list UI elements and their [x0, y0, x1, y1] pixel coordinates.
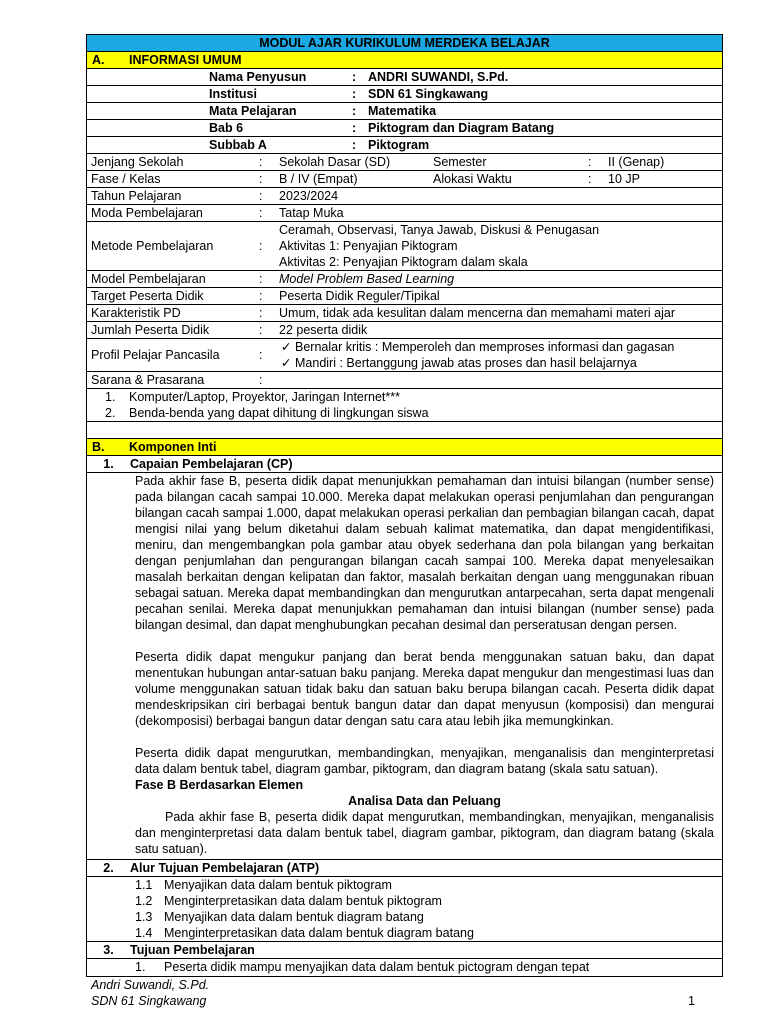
detail-value: Model Problem Based Learning	[279, 272, 455, 286]
info-label: Bab 6	[209, 121, 244, 135]
detail-row-jumlah	[87, 322, 722, 339]
detail-label: Moda Pembelajaran	[91, 206, 203, 220]
info-value: Matematika	[368, 104, 437, 118]
info-value: Piktogram	[368, 138, 430, 152]
detail-label: Model Pembelajaran	[91, 272, 206, 286]
tp-number: 3.	[103, 943, 114, 957]
list-item: 2. Benda-benda yang dapat dihitung di lingkungan siswa	[105, 406, 429, 420]
footer-author: Andri Suwandi, S.Pd.	[91, 978, 210, 992]
section-a-header	[87, 52, 722, 69]
list-item: 1.4 Menginterpretasikan data dalam bentuk diagram batang	[135, 926, 474, 940]
detail-sep: :	[259, 172, 263, 186]
section-b-title: Komponen Inti	[129, 440, 217, 454]
detail-row-tahun	[87, 188, 722, 205]
cp-number: 1.	[103, 457, 114, 471]
cp-paragraph: Peserta didik dapat mengukur panjang dan berat benda menggunakan satuan baku, dan dapat menentukan hubungan antar-satuan baku panjang. Mereka dapat mengukur dan mengestimasi luas dan volume menggunakan satuan tidak baku dan satuan baku berupa bilangan cacah. Peserta didik dapat mendeskripsikan ciri berbagai bentuk bangun datar dan dapat menyusun (komposisi) dan mengurai (dekomposisi) berbagai bangun datar dengan satu cara atau lebih jika memungkinkan.	[135, 650, 714, 728]
atp-number: 2.	[103, 861, 114, 875]
detail-row-moda	[87, 205, 722, 222]
cp-title: Capaian Pembelajaran (CP)	[130, 457, 293, 471]
detail-value: Tatap Muka	[279, 206, 344, 220]
detail-label: Metode Pembelajaran	[91, 239, 214, 253]
profil-line: Bernalar kritis : Memperoleh dan memproses informasi dan gagasan	[295, 340, 675, 354]
detail-label: Tahun Pelajaran	[91, 189, 182, 203]
tp-content	[87, 959, 722, 976]
info-value: Piktogram dan Diagram Batang	[368, 121, 555, 135]
detail-row-sarana	[87, 372, 722, 389]
page-number: 1	[688, 994, 695, 1008]
info-row-mapel	[87, 103, 722, 120]
list-item: 1. Peserta didik mampu menyajikan data dalam bentuk pictogram dengan tepat	[135, 960, 590, 974]
detail-sep-2: :	[588, 155, 592, 169]
sarana-list	[87, 389, 722, 422]
section-a-letter: A.	[92, 53, 105, 67]
checkmark-icon: ✓	[281, 356, 292, 370]
atp-title: Alur Tujuan Pembelajaran (ATP)	[130, 861, 320, 875]
list-item: 1.3 Menyajikan data dalam bentuk diagram batang	[135, 910, 424, 924]
detail-value: Sekolah Dasar (SD)	[279, 155, 391, 169]
info-sep: :	[352, 87, 357, 101]
tp-title: Tujuan Pembelajaran	[130, 943, 255, 957]
info-value: ANDRI SUWANDI, S.Pd.	[368, 70, 509, 84]
detail-value: 22 peserta didik	[279, 323, 368, 337]
tp-header	[87, 942, 722, 959]
atp-header	[87, 860, 722, 877]
cp-content	[87, 473, 722, 860]
detail-label: Karakteristik PD	[91, 306, 181, 320]
detail-label: Sarana & Prasarana	[91, 373, 205, 387]
detail-row-profil	[87, 339, 722, 372]
metode-line: Aktivitas 2: Penyajian Piktogram dalam skala	[279, 255, 528, 269]
info-row-bab	[87, 120, 722, 137]
detail-label: Profil Pelajar Pancasila	[91, 348, 220, 362]
cp-header	[87, 456, 722, 473]
detail-label: Fase / Kelas	[91, 172, 161, 186]
footer-school: SDN 61 Singkawang	[91, 994, 207, 1008]
module-document	[86, 34, 723, 977]
metode-line: Aktivitas 1: Penyajian Piktogram	[279, 239, 458, 253]
document-title-bar	[87, 35, 722, 52]
cp-paragraph: Pada akhir fase B, peserta didik dapat menunjukkan pemahaman dan intuisi bilangan (number sense) pada bilangan cacah sampai 10.000. Mereka dapat melakukan operasi penjumlahan dan pengurangan bilangan cacah sampai 1.000, dapat melakukan operasi perkalian dan pembagian bilangan cacah, dapat mengisi nilai yang belum diketahui dalam sebuah kalimat matematika, dan dapat mengidentifikasi, meniru, dan mengembangkan pola gambar atau obyek sederhana dan pola bilangan yang berkaitan dengan penjumlahan dan pengurangan bilangan cacah sampai 100. Mereka dapat menyelesaikan masalah berkaitan dengan kelipatan dan faktor, masalah berkaitan dengan uang menggunakan ribuan sebagai satuan. Mereka dapat membandingkan dan mengurutkan antarpecahan, serta dapat mengenali pecahan senilai. Mereka dapat menunjukkan pemahaman dan intuisi bilangan (number sense) pada bilangan desimal, dan dapat menghubungkan pecahan desimal dan perseratusan dengan persen.	[135, 474, 714, 632]
detail-label: Target Peserta Didik	[91, 289, 204, 303]
detail-sep: :	[259, 373, 263, 387]
detail-row-model	[87, 271, 722, 288]
detail-row-karakteristik	[87, 305, 722, 322]
info-label: Institusi	[209, 87, 257, 101]
section-a-title: INFORMASI UMUM	[129, 53, 242, 67]
info-sep: :	[352, 121, 357, 135]
info-row-subbab	[87, 137, 722, 154]
detail-sep: :	[259, 306, 263, 320]
detail-label: Jenjang Sekolah	[91, 155, 184, 169]
detail-row-metode	[87, 222, 722, 271]
fase-title: Fase B Berdasarkan Elemen	[135, 778, 304, 792]
cp-paragraph: Pada akhir fase B, peserta didik dapat mengurutkan, membandingkan, menyajikan, menganalisis dan menginterpretasi data dalam bentuk tabel, diagram gambar, piktogram, dan diagram batang (skala satu satuan).	[135, 810, 714, 856]
detail-sep: :	[259, 155, 263, 169]
section-b-header	[87, 439, 722, 456]
detail-sep: :	[259, 289, 263, 303]
detail-row-jenjang	[87, 154, 722, 171]
detail-value: Peserta Didik Reguler/Tipikal	[279, 289, 440, 303]
list-item: 1.1 Menyajikan data dalam bentuk piktogram	[135, 878, 392, 892]
detail-label: Jumlah Peserta Didik	[91, 323, 210, 337]
metode-lines	[277, 222, 722, 270]
detail-label-2: Alokasi Waktu	[433, 172, 512, 186]
detail-value: B / IV (Empat)	[279, 172, 358, 186]
profil-lines	[277, 339, 722, 371]
section-b-letter: B.	[92, 440, 105, 454]
detail-sep-2: :	[588, 172, 592, 186]
cp-paragraph: Peserta didik dapat mengurutkan, membandingkan, menyajikan, menganalisis dan menginterpretasi data dalam bentuk tabel, diagram gambar, piktogram, dan diagram batang (skala satu satuan).	[135, 746, 714, 776]
document-title: MODUL AJAR KURIKULUM MERDEKA BELAJAR	[259, 36, 550, 50]
info-label: Mata Pelajaran	[209, 104, 297, 118]
info-row-penyusun	[87, 69, 722, 86]
info-sep: :	[352, 138, 357, 152]
detail-label-2: Semester	[433, 155, 487, 169]
checkmark-icon: ✓	[281, 340, 292, 354]
metode-line: Ceramah, Observasi, Tanya Jawab, Diskusi & Penugasan	[279, 223, 600, 237]
detail-sep: :	[259, 206, 263, 220]
detail-value-2: 10 JP	[608, 172, 640, 186]
detail-row-target	[87, 288, 722, 305]
atp-content	[87, 877, 722, 942]
spacer-row	[87, 422, 722, 439]
detail-value: Umum, tidak ada kesulitan dalam mencerna dan memahami materi ajar	[279, 306, 676, 320]
info-row-institusi	[87, 86, 722, 103]
detail-sep: :	[259, 239, 263, 253]
info-value: SDN 61 Singkawang	[368, 87, 489, 101]
elemen-title: Analisa Data dan Peluang	[348, 794, 501, 808]
info-sep: :	[352, 70, 357, 84]
profil-line: Mandiri : Bertanggung jawab atas proses dan hasil belajarnya	[295, 356, 637, 370]
list-item: 1.2 Menginterpretasikan data dalam bentuk piktogram	[135, 894, 442, 908]
info-label: Nama Penyusun	[209, 70, 307, 84]
detail-sep: :	[259, 272, 263, 286]
detail-row-fase	[87, 171, 722, 188]
detail-value: 2023/2024	[279, 189, 339, 203]
info-sep: :	[352, 104, 357, 118]
detail-sep: :	[259, 323, 263, 337]
detail-sep: :	[259, 348, 263, 362]
footer	[91, 977, 209, 1009]
info-label: Subbab A	[209, 138, 267, 152]
list-item: 1. Komputer/Laptop, Proyektor, Jaringan Internet***	[105, 390, 400, 404]
detail-value-2: II (Genap)	[608, 155, 665, 169]
detail-sep: :	[259, 189, 263, 203]
